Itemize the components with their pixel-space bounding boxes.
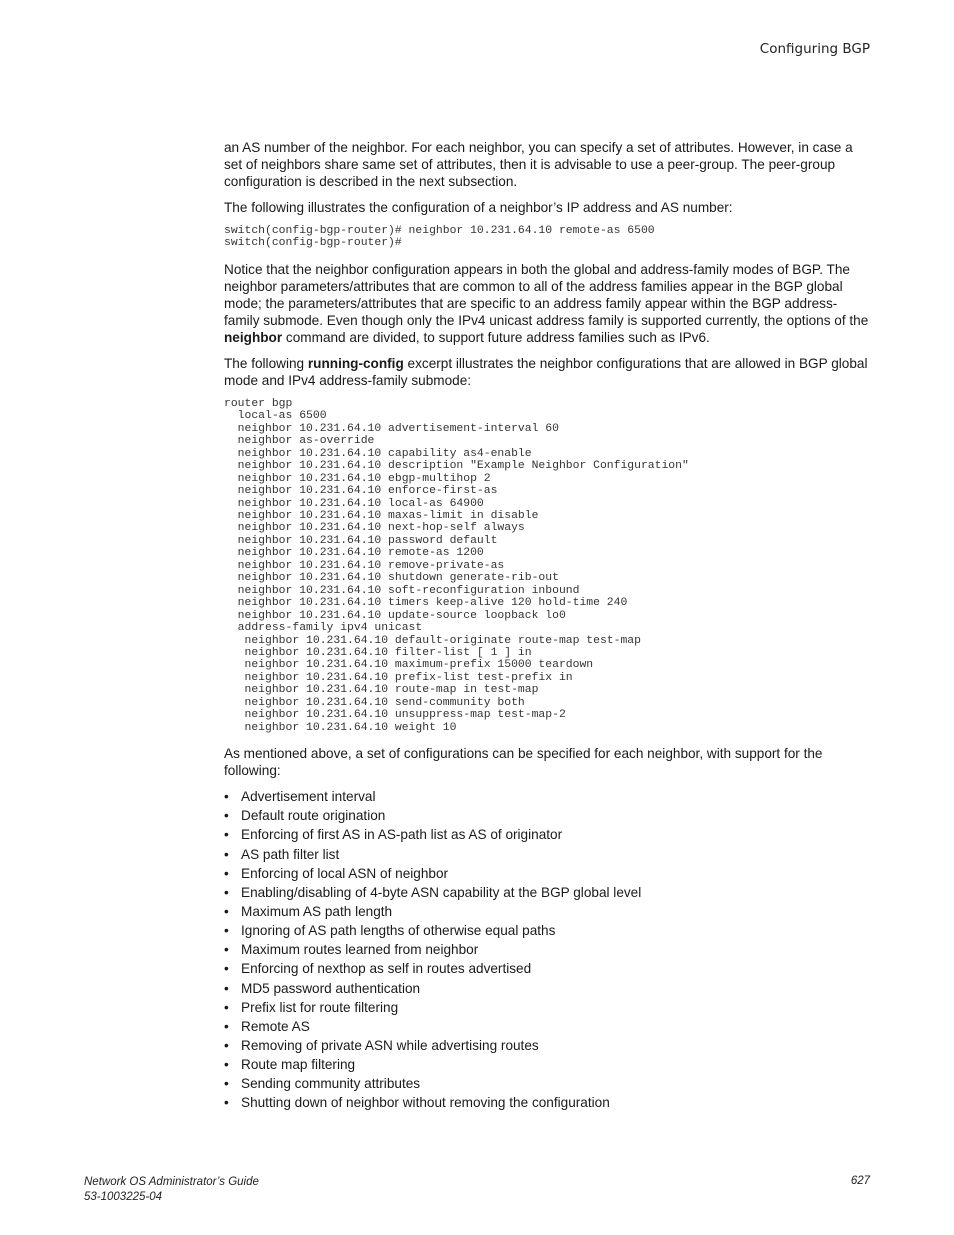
list-item bbox=[224, 826, 872, 845]
code-block-running-config: router bgp local-as 6500 neighbor 10.231.64.10 advertisement-interval 60 neighbor as-override neighbor 10.231.64.10 capability as4-enable neighbor 10.231.64.10 description "Example Neighbor Configuration" neighbor 10.231.64.10 ebgp-multihop 2 neighbor 10.231.64.10 enforce-first-as neighbor 10.231.64.10 local-as 64900 neighbor 10.231.64.10 maxas-limit in disable neighbor 10.231.64.10 next-hop-self always neighbor 10.231.64.10 password default neighbor 10.231.64.10 remote-as 1200 neighbor 10.231.64.10 remove-private-as neighbor 10.231.64.10 shutdown generate-rib-out neighbor 10.231.64.10 soft-reconfiguration inbound neighbor 10.231.64.10 timers keep-alive 120 hold-time 240 neighbor 10.231.64.10 update-source loopback lo0 address-family ipv4 unicast neighbor 10.231.64.10 default-originate route-map test-map neighbor 10.231.64.10 filter-list [ 1 ] in neighbor 10.231.64.10 maximum-prefix 15000 teardown neighbor 10.231.64.10 prefix-list test-prefix in neighbor 10.231.64.10 route-map in test-map neighbor 10.231.64.10 send-community both neighbor 10.231.64.10 unsuppress-map test-map-2 neighbor 10.231.64.10 weight 10 bbox=[224, 397, 689, 734]
feature-list bbox=[224, 788, 872, 1113]
footer-guide-title: Network OS Administrator’s Guide bbox=[84, 1176, 259, 1188]
list-item-text: Ignoring of AS path lengths of otherwise equal paths bbox=[241, 923, 556, 939]
list-item-text: Enforcing of first AS in AS-path list as AS of originator bbox=[241, 827, 563, 843]
bullet-icon: • bbox=[224, 827, 229, 843]
list-item bbox=[224, 980, 872, 999]
paragraph-neighbor-modes bbox=[224, 261, 872, 346]
list-item-text: Enforcing of nexthop as self in routes advertised bbox=[241, 961, 532, 977]
list-item bbox=[224, 884, 872, 903]
list-item bbox=[224, 846, 872, 865]
bullet-icon: • bbox=[224, 1037, 229, 1053]
footer-page-number: 627 bbox=[850, 1175, 870, 1187]
list-item bbox=[224, 1075, 872, 1094]
bullet-icon: • bbox=[224, 1076, 229, 1092]
bullet-icon: • bbox=[224, 808, 229, 824]
command-name: neighbor bbox=[224, 329, 283, 345]
list-item bbox=[224, 999, 872, 1018]
list-item-text: AS path filter list bbox=[241, 846, 340, 862]
list-item bbox=[224, 960, 872, 979]
bullet-icon: • bbox=[224, 846, 229, 862]
list-item-text: Enforcing of local ASN of neighbor bbox=[241, 865, 449, 881]
bullet-icon: • bbox=[224, 789, 229, 805]
command-name: running-config bbox=[307, 355, 404, 371]
list-item bbox=[224, 922, 872, 941]
paragraph-running-config-intro bbox=[224, 355, 872, 389]
list-item bbox=[224, 807, 872, 826]
list-item bbox=[224, 788, 872, 807]
list-item-text: Removing of private ASN while advertising routes bbox=[241, 1037, 539, 1053]
list-item bbox=[224, 1056, 872, 1075]
list-item bbox=[224, 941, 872, 960]
bullet-icon: • bbox=[224, 1018, 229, 1034]
paragraph-text: Notice that the neighbor configuration appears in both the global and address-family modes of BGP. The neighbor parameters/attributes that are common to all of the address families appear in the BGP global mode; the parameters/attributes that are specific to an address family appear within the BGP address-family submode. Even though only the IPv4 unicast address family is supported currently, the options of the bbox=[224, 261, 869, 328]
list-item bbox=[224, 865, 872, 884]
list-item-text: Remote AS bbox=[241, 1018, 310, 1034]
list-item bbox=[224, 1018, 872, 1037]
paragraph-text: command are divided, to support future address families such as IPv6. bbox=[282, 329, 710, 345]
list-item-text: Enabling/disabling of 4-byte ASN capability at the BGP global level bbox=[241, 884, 642, 900]
list-item-text: Maximum routes learned from neighbor bbox=[241, 942, 479, 958]
list-item-text: Default route origination bbox=[241, 808, 386, 824]
list-item bbox=[224, 1037, 872, 1056]
bullet-icon: • bbox=[224, 884, 229, 900]
bullet-icon: • bbox=[224, 1057, 229, 1073]
bullet-icon: • bbox=[224, 961, 229, 977]
bullet-icon: • bbox=[224, 923, 229, 939]
footer-document-info bbox=[84, 1175, 259, 1205]
paragraph-text: excerpt illustrates the neighbor configurations that are allowed in BGP global mode and IPv4 address-family submode: bbox=[224, 355, 868, 388]
bullet-icon: • bbox=[224, 903, 229, 919]
bullet-icon: • bbox=[224, 1095, 229, 1111]
bullet-icon: • bbox=[224, 865, 229, 881]
list-item-text: MD5 password authentication bbox=[241, 980, 421, 996]
list-item-text: Sending community attributes bbox=[241, 1076, 421, 1092]
main-content bbox=[224, 139, 872, 1114]
running-header-section-title: Configuring BGP bbox=[759, 41, 870, 57]
list-item bbox=[224, 1094, 872, 1113]
paragraph-text: The following bbox=[224, 355, 308, 371]
paragraph-code-intro: The following illustrates the configuration of a neighbor’s IP address and AS number: bbox=[224, 200, 733, 215]
footer-doc-number: 53-1003225-04 bbox=[84, 1191, 163, 1203]
list-item-text: Shutting down of neighbor without removing the configuration bbox=[241, 1095, 610, 1111]
code-block-neighbor-remote-as: switch(config-bgp-router)# neighbor 10.231.64.10 remote-as 6500 switch(config-bgp-router)# bbox=[224, 225, 655, 250]
list-item-text: Route map filtering bbox=[241, 1057, 356, 1073]
list-item-text: Advertisement interval bbox=[241, 789, 376, 805]
paragraph-feature-intro: As mentioned above, a set of configurations can be specified for each neighbor, with support for the following: bbox=[224, 746, 823, 779]
list-item bbox=[224, 903, 872, 922]
list-item-text: Maximum AS path length bbox=[241, 903, 393, 919]
bullet-icon: • bbox=[224, 942, 229, 958]
bullet-icon: • bbox=[224, 980, 229, 996]
list-item-text: Prefix list for route filtering bbox=[241, 999, 399, 1015]
bullet-icon: • bbox=[224, 999, 229, 1015]
paragraph-neighbor-intro: an AS number of the neighbor. For each neighbor, you can specify a set of attributes. However, in case a set of neighbors share same set of attributes, then it is advisable to use a peer-group. The peer-group configuration is described in the next subsection. bbox=[224, 140, 853, 189]
